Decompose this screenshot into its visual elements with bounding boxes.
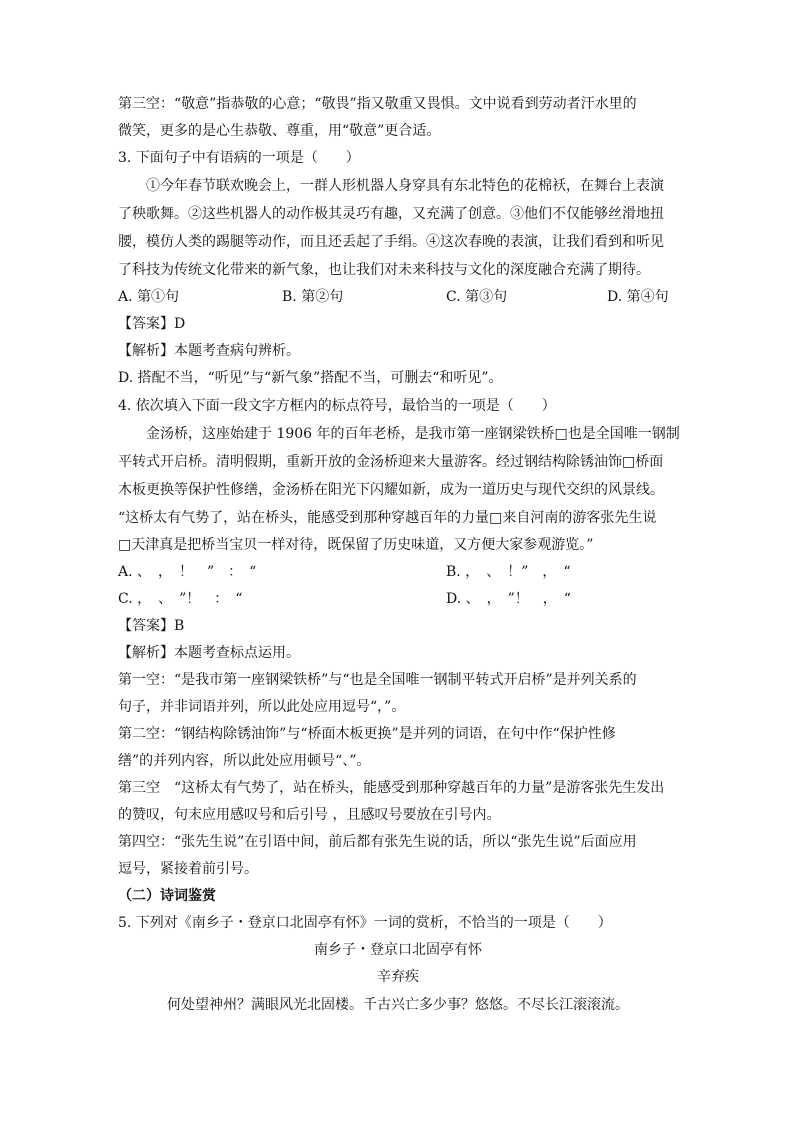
q4-analysis-line: 第二空：“钢结构除锈油饰”与“桥面木板更换”是并列的词语，在句中作“保护性修 bbox=[118, 726, 616, 742]
paragraph-line: ①今年春节联欢晚会上，一群人形机器人身穿具有东北特色的花棉袄，在舞台上表演 bbox=[118, 178, 664, 194]
q4-analysis-line: 【解析】本题考查标点运用。 bbox=[118, 645, 300, 661]
question-4-stem: 4. 依次填入下面一段文字方框内的标点符号，最恰当的一项是（ ） bbox=[118, 398, 556, 414]
paragraph-line: 腰，模仿人类的踢腿等动作，而且还丢起了手绢。④这次春晚的表演，让我们看到和听见 bbox=[118, 234, 664, 250]
poem-author: 辛弃疾 bbox=[377, 969, 419, 985]
question-5-stem: 5. 下列对《南乡子・登京口北固亭有怀》一词的赏析，不恰当的一项是（ ） bbox=[118, 915, 612, 931]
q4-option-a: A. 、 ， ！ ” ： “ bbox=[118, 564, 257, 580]
q4-answer: 【答案】B bbox=[118, 618, 185, 634]
q4-analysis-line: 第四空：“张先生说”在引语中间，前后都有张先生说的话，所以“张先生说”后面应用 bbox=[118, 834, 637, 850]
poem-title: 南乡子・登京口北固亭有怀 bbox=[314, 942, 482, 958]
paragraph-line: 了秧歌舞。②这些机器人的动作极其灵巧有趣，又充满了创意。③他们不仅能够丝滑地扭 bbox=[118, 206, 664, 222]
q3-answer: 【答案】D bbox=[118, 316, 186, 332]
paragraph-line: 第三空：“敬意”指恭敬的心意；“敬畏”指又敬重又畏惧。文中说看到劳动者汗水里的 bbox=[118, 96, 637, 112]
q4-analysis-line: 逗号，紧接着前引号。 bbox=[118, 861, 258, 877]
q3-analysis-line: 【解析】本题考查病句辨析。 bbox=[118, 343, 300, 359]
paragraph-line: 平转式开启桥。清明假期，重新开放的金汤桥迎来大量游客。经过钢结构除锈油饰□桥面 bbox=[118, 454, 664, 470]
paragraph-line: 木板更换等保护性修缮，金汤桥在阳光下闪耀如新，成为一道历史与现代交织的风景线。 bbox=[118, 482, 664, 498]
q3-option-c: C. 第③句 bbox=[446, 289, 508, 305]
q4-analysis-line: 的赞叹，句末应用感叹号和后引号 ，且感叹号要放在引号内。 bbox=[118, 807, 501, 823]
section-title: （二）诗词鉴赏 bbox=[118, 888, 216, 904]
q4-analysis-line: 第三空 “这桥太有气势了，站在桥头，能感受到那种穿越百年的力量”是游客张先生发出 bbox=[118, 780, 665, 796]
paragraph-line: 了科技为传统文化带来的新气象，也让我们对未来科技与文化的深度融合充满了期待。 bbox=[118, 262, 650, 278]
q4-analysis-line: 句子，并非词语并列，所以此处应用逗号“，”。 bbox=[118, 699, 406, 715]
paragraph-line: 金汤桥，这座始建于 1906 年的百年老桥，是我市第一座钢梁铁桥□也是全国唯一钢制 bbox=[118, 426, 680, 442]
q4-analysis-line: 缮”的并列内容，所以此处应用顿号“、”。 bbox=[118, 753, 371, 769]
q4-analysis-line: 第一空：“是我市第一座钢梁铁桥”与“也是全国唯一钢制平转式开启桥”是并列关系的 bbox=[118, 672, 637, 688]
q3-option-a: A. 第①句 bbox=[118, 289, 180, 305]
paragraph-line: □天津真是把桥当宝贝一样对待，既保留了历史味道，又方便大家参观游览。” bbox=[118, 537, 594, 553]
q3-analysis-line: D. 搭配不当，“听见”与“新气象”搭配不当，可删去“和听见”。 bbox=[118, 370, 503, 386]
q3-option-b: B. 第②句 bbox=[282, 289, 344, 305]
poem-line: 何处望神州？满眼风光北固楼。千古兴亡多少事？悠悠。不尽长江滚滚流。 bbox=[167, 997, 629, 1013]
q4-option-b: B. ， 、 ！” ， “ bbox=[446, 564, 571, 580]
q3-option-d: D. 第④句 bbox=[607, 289, 669, 305]
question-3-stem: 3. 下面句子中有语病的一项是（ ） bbox=[118, 150, 360, 166]
paragraph-line: “这桥太有气势了，站在桥头，能感受到那种穿越百年的力量□来自河南的游客张先生说 bbox=[118, 510, 657, 526]
paragraph-line: 微笑，更多的是心生恭敬、尊重，用“敬意”更合适。 bbox=[118, 123, 441, 139]
q4-option-c: C. ， 、 ”！ ： “ bbox=[118, 591, 243, 607]
q4-option-d: D. 、 ， ”！ ， “ bbox=[446, 591, 571, 607]
